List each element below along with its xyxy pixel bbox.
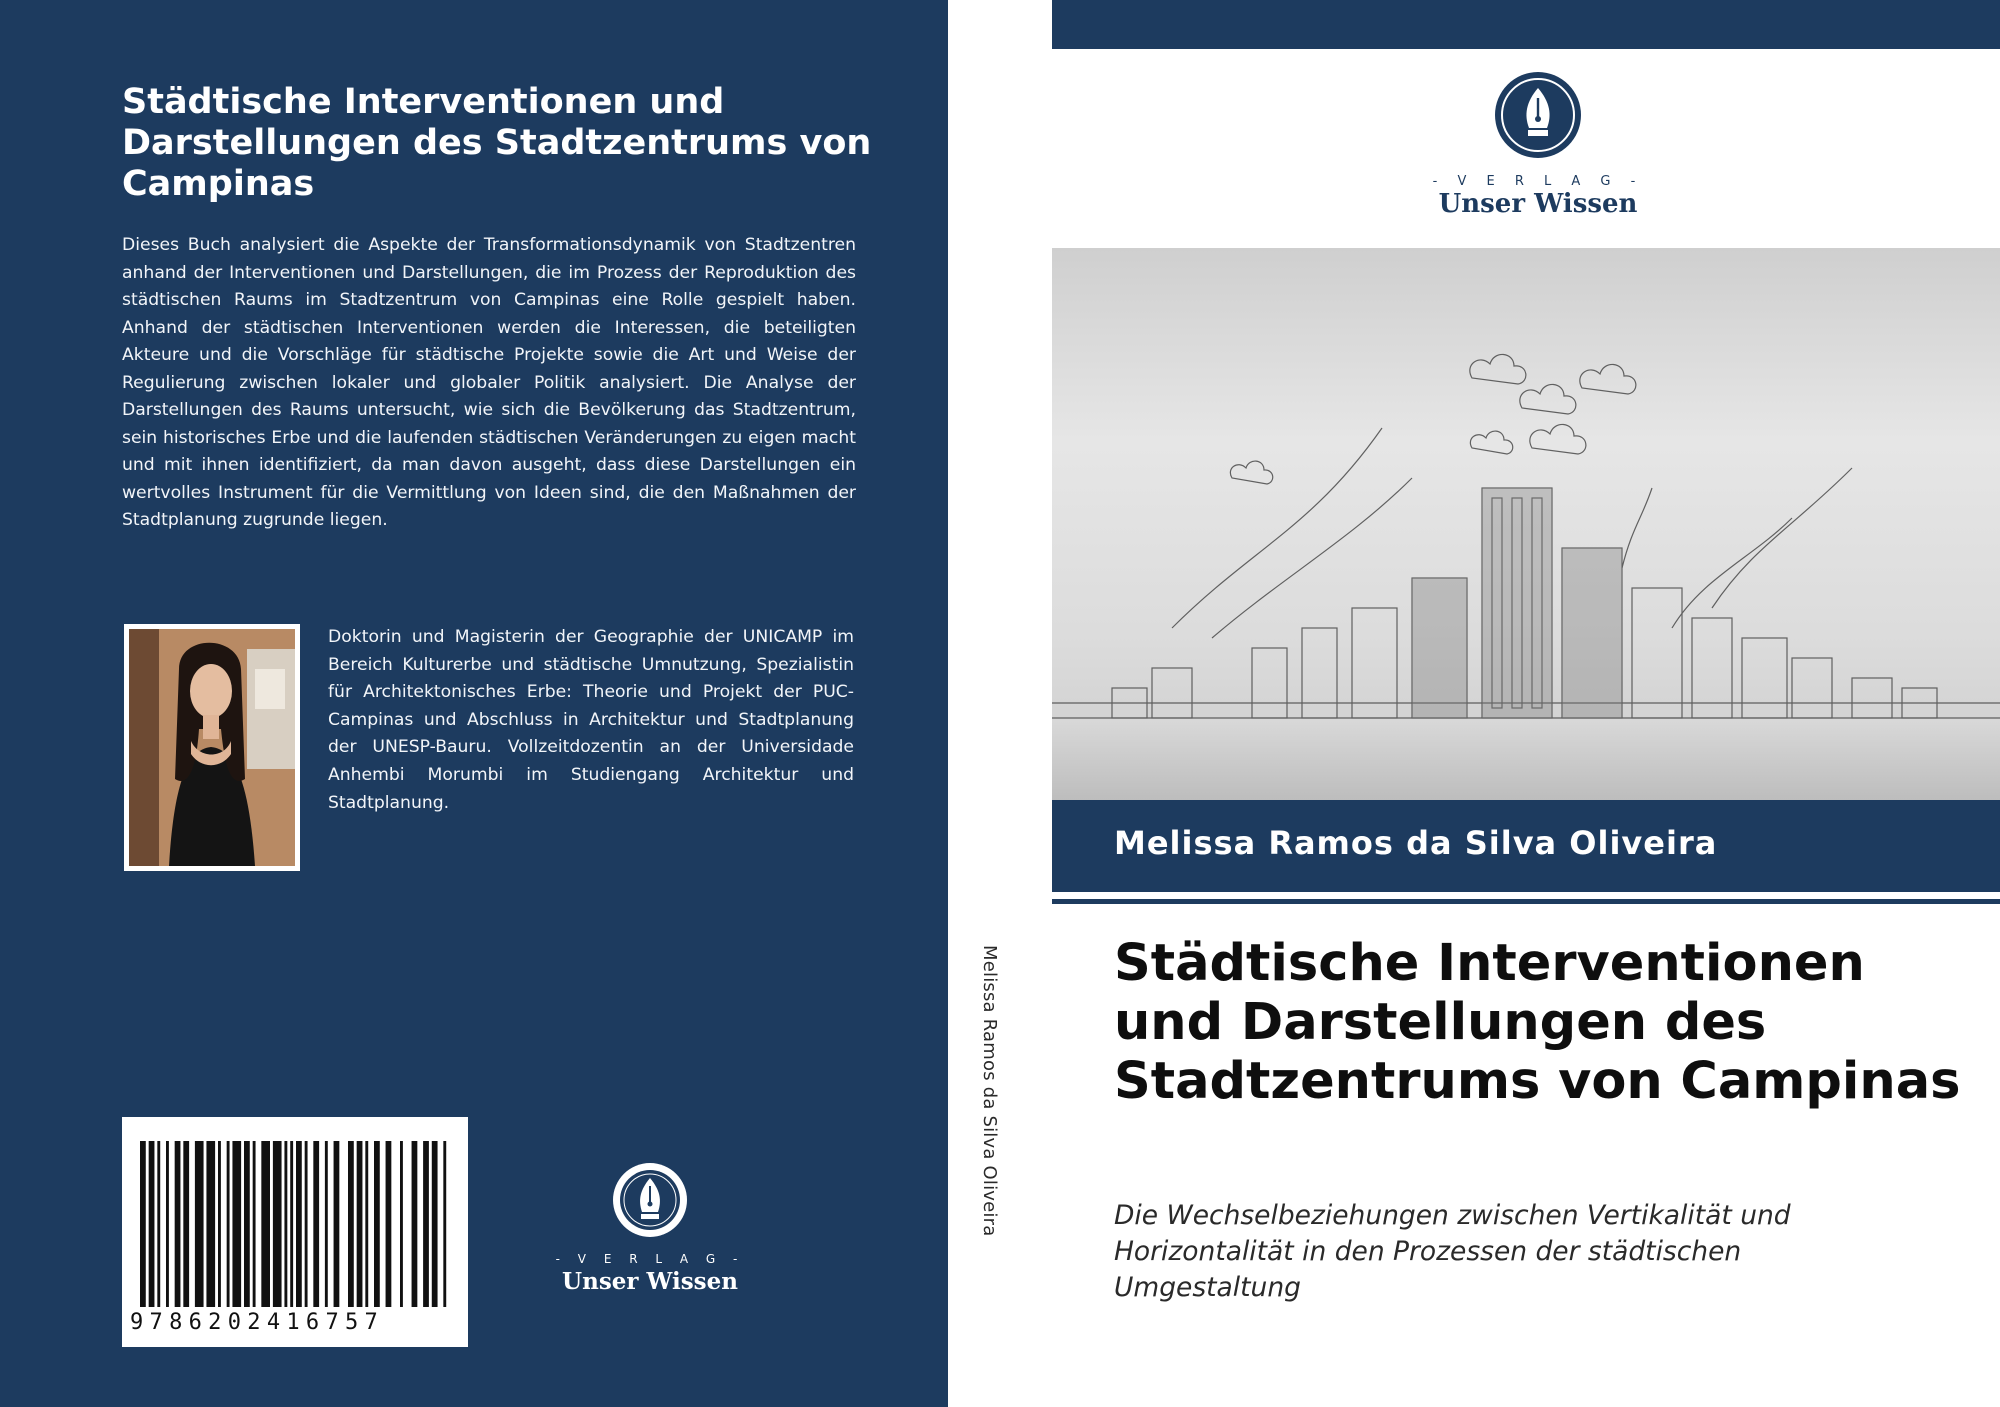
barcode-bar <box>244 1141 250 1307</box>
author-photo <box>124 624 300 871</box>
barcode-bar <box>284 1141 287 1307</box>
front-subtitle: Die Wechselbeziehungen zwischen Vertikalität und Horizontalität in den Prozessen der städtischen Umgestaltung <box>1114 1200 1791 1303</box>
barcode-bar <box>313 1141 319 1307</box>
front-author-name: Melissa Ramos da Silva Oliveira <box>1114 824 1718 862</box>
barcode-bar <box>218 1141 221 1307</box>
barcode-bar <box>423 1141 429 1307</box>
barcode-bar <box>386 1141 392 1307</box>
fountain-pen-nib-icon <box>1493 70 1583 160</box>
cover-illustration <box>1052 248 2000 800</box>
back-cover-title: Städtische Interventionen und Darstellungen des Stadtzentrums von Campinas <box>122 82 872 204</box>
barcode-bar <box>374 1141 380 1307</box>
barcode-bar <box>305 1141 308 1307</box>
fountain-pen-nib-icon <box>610 1160 690 1240</box>
back-logo-brand: Unser Wissen <box>562 1268 738 1295</box>
back-cover <box>0 0 948 1407</box>
barcode-bar <box>261 1141 270 1307</box>
back-logo-verlag: - V E R L A G - <box>555 1252 745 1266</box>
barcode-bar <box>290 1141 293 1307</box>
barcode-bar <box>348 1141 354 1307</box>
barcode-bar <box>206 1141 215 1307</box>
back-cover-blurb: Dieses Buch analysiert die Aspekte der Transformationsdynamik von Stadtzentren anhand der Interventionen und Darstellungen, die im Prozess der Reproduktion des städtischen Raums im Stadtzentrum von Campinas eine Rolle gespielt haben. Anhand der städtischen Interventionen werden die Interessen, die beteiligten Akteure und die Vorschläge für städtische Projekte sowie die Art und Weise der Regulierung zwischen lokaler und globaler Politik analysiert. Die Analyse der Darstellungen des Raums untersucht, wie sich die Bevölkerung das Stadtzentrum, sein historisches Erbe und die laufenden städtischen Veränderungen zu eigen macht und mit ihnen identifiziert, da man davon ausgeht, dass diese Darstellungen ein wertvolles Instrument für die Vermittlung von Ideen sind, die den Maßnahmen der Stadtplanung zugrunde liegen. <box>122 235 856 530</box>
barcode-bar <box>183 1141 189 1307</box>
author-bio: Doktorin und Magisterin der Geographie der UNICAMP im Bereich Kulturerbe und städtische Umnutzung, Spezialistin für Architektonisches Erbe: Theorie und Projekt der PUC-Campinas und Abschluss in Architektur und Stadtplanung der UNESP-Bauru. Vollzeitdozentin an der Universidade Anhembi Morumbi im Studiengang Architektur und Stadtplanung. <box>328 627 854 813</box>
front-title: Städtische Interventionen und Darstellungen des Stadtzentrums von Campinas <box>1114 934 1961 1111</box>
barcode-bar <box>325 1141 328 1307</box>
spine-author: Melissa Ramos da Silva Oliveira <box>979 945 1000 1237</box>
isbn-barcode <box>122 1117 468 1347</box>
barcode-bar <box>296 1141 302 1307</box>
barcode-bar <box>365 1141 368 1307</box>
author-portrait-image <box>129 629 295 866</box>
barcode-bar <box>412 1141 418 1307</box>
front-cover <box>1052 0 2000 1407</box>
barcode-bar <box>443 1141 446 1307</box>
barcode-bar <box>273 1141 282 1307</box>
back-publisher-logo <box>540 1160 760 1295</box>
city-skyline-sketch <box>1052 248 2000 800</box>
barcode-bar <box>334 1141 340 1307</box>
front-divider-line <box>1052 899 2000 904</box>
barcode-bar <box>227 1141 230 1307</box>
barcode-bars <box>140 1141 452 1307</box>
barcode-bar <box>195 1141 204 1307</box>
barcode-bar <box>357 1141 363 1307</box>
barcode-bar <box>175 1141 181 1307</box>
isbn-number: 9786202416757 <box>130 1310 385 1335</box>
front-top-bar <box>1052 0 2000 49</box>
barcode-bar <box>157 1141 160 1307</box>
barcode-bar <box>400 1141 403 1307</box>
barcode-bar <box>432 1141 438 1307</box>
barcode-bar <box>166 1141 169 1307</box>
barcode-bar <box>149 1141 155 1307</box>
front-logo-verlag: - V E R L A G - <box>1432 174 1644 189</box>
book-spine <box>948 0 1052 1407</box>
front-publisher-logo <box>1414 70 1662 219</box>
front-author-bar <box>1052 800 2000 892</box>
front-logo-brand: Unser Wissen <box>1438 189 1638 219</box>
barcode-bar <box>232 1141 241 1307</box>
barcode-bar <box>253 1141 256 1307</box>
barcode-bar <box>140 1141 146 1307</box>
